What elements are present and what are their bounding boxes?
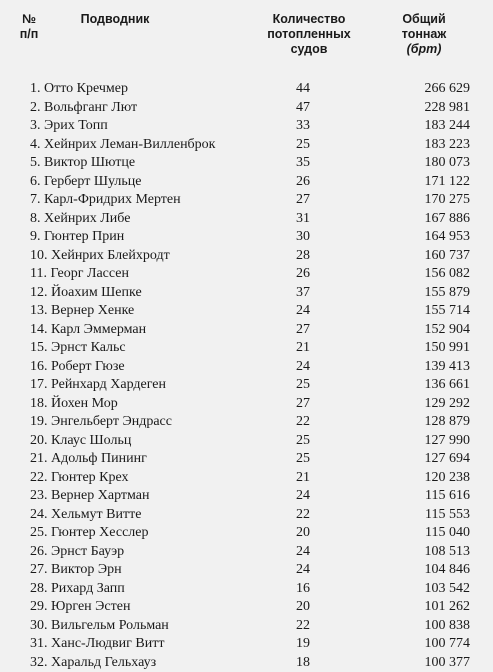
ships-sunk-count: 31 [283,210,323,229]
total-tonnage: 156 082 [390,265,470,284]
submariner-name: 29. Юрген Эстен [30,598,130,617]
header-tonnage-line: Общий [374,12,474,27]
header-number-line: п/п [4,27,54,42]
total-tonnage: 120 238 [390,469,470,488]
submariner-name: 23. Вернер Хартман [30,487,150,506]
table-row [0,117,493,136]
submariner-name: 5. Виктор Шютце [30,154,135,173]
submariner-name: 8. Хейнрих Либе [30,210,130,229]
ships-sunk-count: 21 [283,339,323,358]
table-row [0,321,493,340]
ships-sunk-count: 21 [283,469,323,488]
total-tonnage: 129 292 [390,395,470,414]
table-row [0,136,493,155]
submariner-name: 14. Карл Эммерман [30,321,146,340]
submariner-name: 10. Хейнрих Блейхродт [30,247,170,266]
total-tonnage: 266 629 [390,80,470,99]
total-tonnage: 139 413 [390,358,470,377]
table-row [0,247,493,266]
ships-sunk-count: 26 [283,173,323,192]
total-tonnage: 100 838 [390,617,470,636]
total-tonnage: 127 990 [390,432,470,451]
table-row [0,450,493,469]
total-tonnage: 167 886 [390,210,470,229]
submariner-name: 31. Ханс-Людвиг Витт [30,635,164,654]
ships-sunk-count: 18 [283,654,323,672]
table-row [0,228,493,247]
ships-sunk-count: 33 [283,117,323,136]
submariner-name: 24. Хельмут Витте [30,506,141,525]
header-tonnage [374,12,474,57]
ships-sunk-count: 22 [283,617,323,636]
submariner-name: 21. Адольф Пининг [30,450,147,469]
table-row [0,469,493,488]
header-name [60,12,170,27]
total-tonnage: 183 244 [390,117,470,136]
submariner-name: 11. Георг Лассен [30,265,129,284]
submariner-name: 13. Вернер Хенке [30,302,134,321]
table-row [0,487,493,506]
submariner-name: 20. Клаус Шольц [30,432,131,451]
submariner-name: 1. Отто Кречмер [30,80,128,99]
submariner-name: 25. Гюнтер Хесслер [30,524,148,543]
table-row [0,265,493,284]
table-row [0,395,493,414]
table-row [0,598,493,617]
submariner-name: 32. Харальд Гельхауз [30,654,156,672]
header-number-line: № [4,12,54,27]
ships-sunk-count: 24 [283,487,323,506]
header-tonnage-line: тоннаж [374,27,474,42]
table-row [0,561,493,580]
header-tonnage-unit: (брт) [374,42,474,57]
ships-sunk-count: 25 [283,136,323,155]
total-tonnage: 155 714 [390,302,470,321]
table-row [0,154,493,173]
total-tonnage: 103 542 [390,580,470,599]
header-name-line: Подводник [60,12,170,27]
ships-sunk-count: 25 [283,376,323,395]
ships-sunk-count: 27 [283,395,323,414]
table-row [0,339,493,358]
submariner-name: 26. Эрнст Бауэр [30,543,124,562]
total-tonnage: 115 553 [390,506,470,525]
ships-sunk-count: 24 [283,358,323,377]
table-row [0,635,493,654]
total-tonnage: 128 879 [390,413,470,432]
total-tonnage: 115 040 [390,524,470,543]
submariner-name: 22. Гюнтер Крех [30,469,129,488]
submariner-name: 2. Вольфганг Лют [30,99,137,118]
total-tonnage: 100 377 [390,654,470,672]
ships-sunk-count: 35 [283,154,323,173]
ships-sunk-count: 24 [283,561,323,580]
total-tonnage: 180 073 [390,154,470,173]
header-count-line: Количество [254,12,364,27]
table-row [0,506,493,525]
submariner-name: 18. Йохен Мор [30,395,118,414]
submariner-name: 17. Рейнхард Хардеген [30,376,166,395]
submariner-name: 3. Эрих Топп [30,117,108,136]
ships-sunk-count: 37 [283,284,323,303]
ships-sunk-count: 20 [283,598,323,617]
total-tonnage: 228 981 [390,99,470,118]
submariner-name: 9. Гюнтер Прин [30,228,124,247]
table-row [0,413,493,432]
ships-sunk-count: 16 [283,580,323,599]
submariner-name: 6. Герберт Шульце [30,173,141,192]
submariner-name: 16. Роберт Гюзе [30,358,125,377]
submariner-name: 12. Йоахим Шепке [30,284,142,303]
total-tonnage: 136 661 [390,376,470,395]
header-count-line: судов [254,42,364,57]
table-row [0,543,493,562]
total-tonnage: 100 774 [390,635,470,654]
total-tonnage: 150 991 [390,339,470,358]
table-row [0,358,493,377]
table-row [0,654,493,672]
table-row [0,173,493,192]
total-tonnage: 171 122 [390,173,470,192]
total-tonnage: 115 616 [390,487,470,506]
submariner-table [0,80,493,672]
table-row [0,432,493,451]
table-row [0,80,493,99]
total-tonnage: 183 223 [390,136,470,155]
total-tonnage: 170 275 [390,191,470,210]
ships-sunk-count: 27 [283,191,323,210]
total-tonnage: 108 513 [390,543,470,562]
submariner-name: 7. Карл-Фридрих Мертен [30,191,181,210]
total-tonnage: 104 846 [390,561,470,580]
table-row [0,210,493,229]
total-tonnage: 127 694 [390,450,470,469]
table-row [0,617,493,636]
table-row [0,191,493,210]
ships-sunk-count: 26 [283,265,323,284]
table-row [0,580,493,599]
ships-sunk-count: 47 [283,99,323,118]
submariner-name: 28. Рихард Запп [30,580,125,599]
ships-sunk-count: 27 [283,321,323,340]
total-tonnage: 155 879 [390,284,470,303]
ships-sunk-count: 20 [283,524,323,543]
ships-sunk-count: 25 [283,432,323,451]
table-row [0,284,493,303]
submariner-name: 30. Вильгельм Рольман [30,617,169,636]
table-row [0,524,493,543]
total-tonnage: 160 737 [390,247,470,266]
ships-sunk-count: 25 [283,450,323,469]
header-count-line: потопленных [254,27,364,42]
table-row [0,99,493,118]
submariner-name: 27. Виктор Эрн [30,561,122,580]
table-row [0,302,493,321]
ships-sunk-count: 30 [283,228,323,247]
submariner-name: 19. Энгельберт Эндрасс [30,413,172,432]
total-tonnage: 164 953 [390,228,470,247]
ships-sunk-count: 24 [283,302,323,321]
ships-sunk-count: 24 [283,543,323,562]
submariner-name: 4. Хейнрих Леман-Вилленброк [30,136,215,155]
ships-sunk-count: 22 [283,506,323,525]
total-tonnage: 152 904 [390,321,470,340]
table-row [0,376,493,395]
ships-sunk-count: 22 [283,413,323,432]
ships-sunk-count: 19 [283,635,323,654]
ships-sunk-count: 44 [283,80,323,99]
ships-sunk-count: 28 [283,247,323,266]
header-number [4,12,54,42]
header-ship-count [254,12,364,57]
total-tonnage: 101 262 [390,598,470,617]
submariner-name: 15. Эрнст Кальс [30,339,126,358]
